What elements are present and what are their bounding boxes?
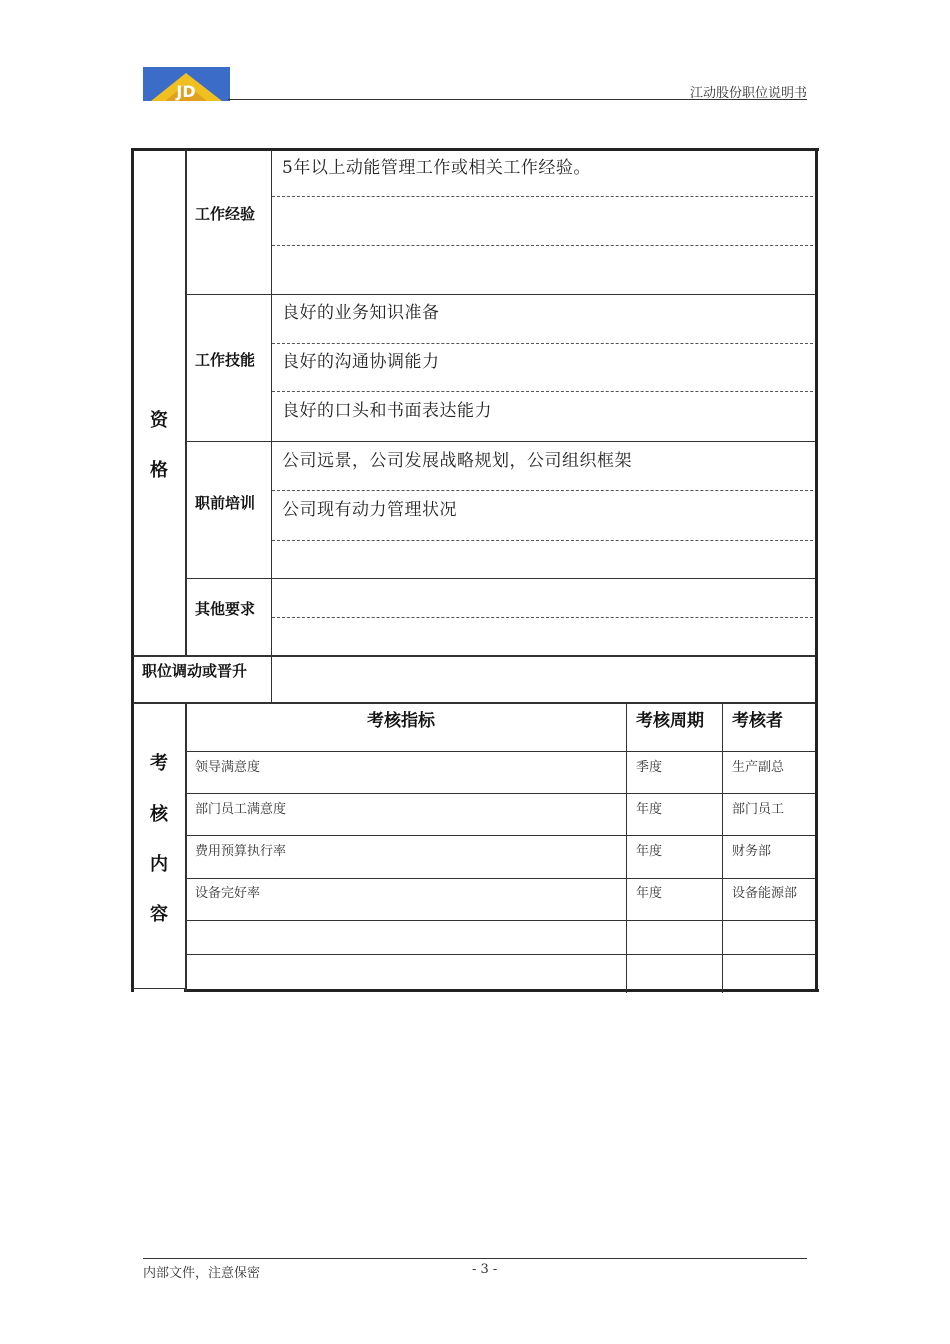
section-label-evaluation-1: 考 xyxy=(150,753,168,774)
section-label-evaluation-3: 内 xyxy=(150,854,168,875)
section-label-qualification-2: 格 xyxy=(150,460,168,481)
transfer-label: 职位调动或晋升 xyxy=(142,662,248,680)
eval-header-indicator: 考核指标 xyxy=(367,711,435,731)
eval-header-evaluator: 考核者 xyxy=(732,711,783,731)
eval-row-2-evaluator: 部门员工 xyxy=(732,802,785,817)
experience-line-1: 5年以上动能管理工作或相关工作经验。 xyxy=(282,158,591,178)
page-number: - 3 - xyxy=(472,1262,498,1277)
skills-line-3: 良好的口头和书面表达能力 xyxy=(282,401,492,421)
eval-row-1-cycle: 季度 xyxy=(636,760,663,775)
row-label-work-experience: 工作经验 xyxy=(195,205,256,223)
eval-row-2-indicator: 部门员工满意度 xyxy=(195,802,287,817)
eval-row-3-cycle: 年度 xyxy=(636,844,663,859)
eval-row-1-evaluator: 生产副总 xyxy=(732,760,785,775)
row-label-other-requirements: 其他要求 xyxy=(195,600,256,618)
row-label-work-skills: 工作技能 xyxy=(195,351,256,369)
section-label-evaluation-2: 核 xyxy=(150,804,168,825)
eval-row-1-indicator: 领导满意度 xyxy=(195,760,261,775)
eval-row-3-indicator: 费用预算执行率 xyxy=(195,844,287,859)
header-rule xyxy=(228,99,807,100)
eval-row-3-evaluator: 财务部 xyxy=(732,844,772,859)
skills-line-2: 良好的沟通协调能力 xyxy=(282,352,440,372)
training-line-1: 公司远景，公司发展战略规划，公司组织框架 xyxy=(282,451,632,471)
footer-confidential: 内部文件，注意保密 xyxy=(143,1266,261,1281)
company-logo xyxy=(143,67,230,101)
footer-rule xyxy=(143,1258,807,1259)
eval-row-4-evaluator: 设备能源部 xyxy=(732,886,798,901)
eval-row-4-cycle: 年度 xyxy=(636,886,663,901)
section-label-qualification-1: 资 xyxy=(150,410,168,431)
training-line-2: 公司现有动力管理状况 xyxy=(282,500,457,520)
row-label-pre-job-training: 职前培训 xyxy=(195,494,256,512)
document-title: 江动股份职位说明书 xyxy=(689,86,807,101)
eval-header-cycle: 考核周期 xyxy=(636,711,704,731)
eval-row-4-indicator: 设备完好率 xyxy=(195,886,261,901)
eval-row-2-cycle: 年度 xyxy=(636,802,663,817)
skills-line-1: 良好的业务知识准备 xyxy=(282,303,440,323)
section-label-evaluation-4: 容 xyxy=(150,904,168,925)
logo-text: JD xyxy=(176,82,196,101)
